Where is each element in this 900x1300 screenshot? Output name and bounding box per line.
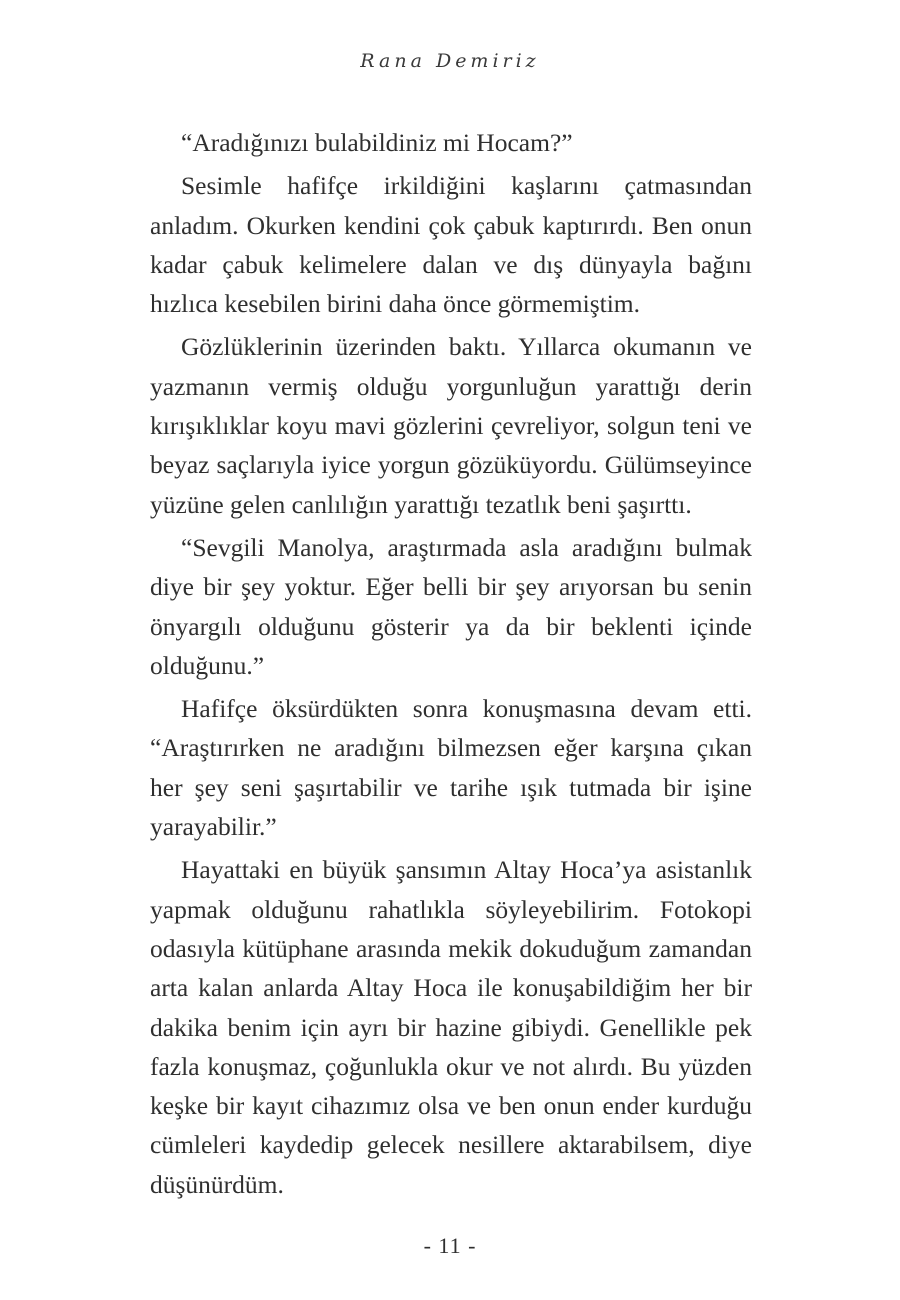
paragraph: Gözlüklerinin üzerinden baktı. Yıllarca okumanın ve yazmanın vermiş olduğu yorgunluğun yarattığı derin kırışıklıklar koyu mavi gözlerini çevreliyor, solgun teni ve beyaz saçlarıyla iyice yorgun gözüküyordu. Gülümseyince yüzüne gelen canlılığın yarattığı tezatlık beni şaşırttı. — [150, 332, 752, 519]
paragraph: Hayattaki en büyük şansımın Altay Hoca’ya asistanlık yapmak olduğunu rahatlıkla söyleyebilirim. Fotokopi odasıyla kütüphane arasında mekik dokuduğum zamandan arta kalan anlarda Altay Hoca ile konuşabildiğim her bir dakika benim için ayrı bir hazine gibiydi. Genellikle pek fazla konuşmaz, çoğunlukla okur ve not alırdı. Bu yüzden keşke bir kayıt cihazımız olsa ve ben onun ender kurduğu cümleleri kaydedip gelecek nesillere aktarabilsem, diye düşünürdüm. — [150, 855, 752, 1199]
paragraph: Hafifçe öksürdükten sonra konuşmasına devam etti. “Araştırırken ne aradığını bilmezsen eğer karşına çıkan her şey seni şaşırtabilir ve tarihe ışık tutmada bir işine yarayabilir.” — [150, 694, 752, 842]
running-header-author: Rana Demiriz — [360, 50, 540, 72]
paragraph: “Aradığınızı bulabildiniz mi Hocam?” — [181, 128, 573, 157]
paragraph: “Sevgili Manolya, araştırmada asla aradığını bulmak diye bir şey yoktur. Eğer belli bir şey arıyorsan bu senin önyargılı olduğunu gösterir ya da bir beklenti içinde olduğunu.” — [150, 532, 752, 680]
page-number: - 11 - — [423, 1233, 477, 1258]
body-text — [150, 123, 752, 1204]
paragraph: Sesimle hafifçe irkildiğini kaşlarını çatmasından anladım. Okurken kendini çok çabuk kaptırırdı. Ben onun kadar çabuk kelimelere dalan ve dış dünyayla bağını hızlıca kesebilen birini daha önce görmemiştim. — [150, 171, 752, 319]
